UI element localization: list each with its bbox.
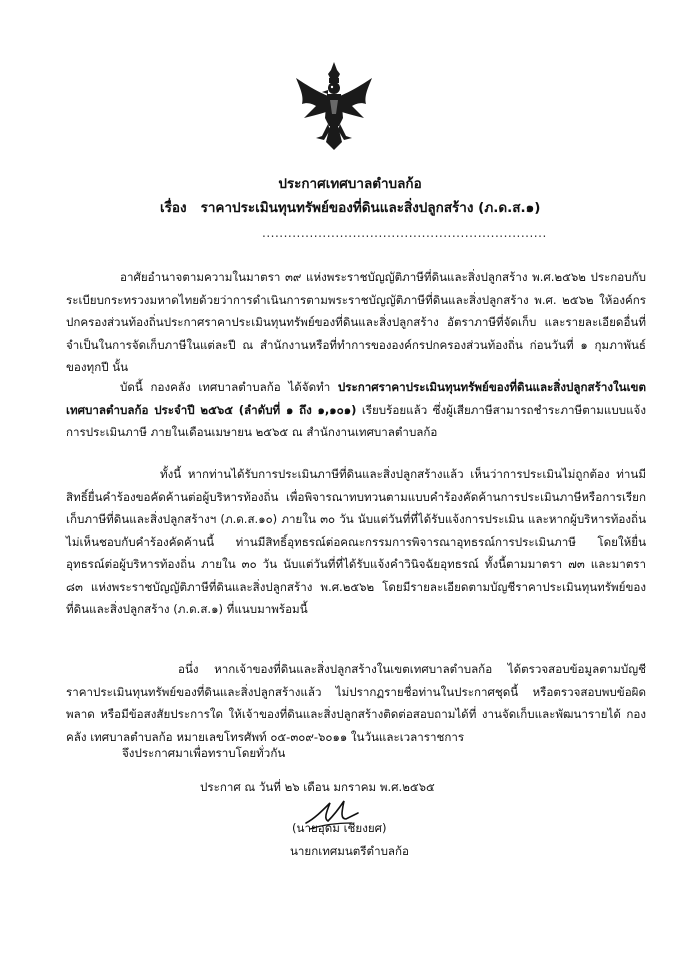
paragraph-2-text-a: บัดนี้ กองคลัง เทศบาลตำบลก้อ ได้จัดทำ	[120, 380, 331, 394]
paragraph-2-text-b: เรียบร้อยแล้ว ซึ่งผู้เสียภาษีสามารถชำระภาษีตามแบบแจ้งการประเมินภาษี ภายในเดือนเมษายน ๒๕๖๕ ณ สำนักงานเทศบาลตำบลก้อ	[66, 402, 647, 439]
paragraph-1-text: อาศัยอำนาจตามความในมาตรา ๓๙ แห่งพระราชบัญญัติภาษีที่ดินและสิ่งปลูกสร้าง พ.ศ.๒๕๖๒ ประกอบกับระเบียบกระทรวงมหาดไทยด้วยว่าการดำเนินการตามพระราชบัญญัติภาษีที่ดินและสิ่งปลูกสร้าง พ.ศ. ๒๕๖๒ ให้องค์กรปกครองส่วนท้องถิ่นประกาศราคาประเมินทุนทรัพย์ของที่ดินและสิ่งปลูกสร้าง อัตราภาษีที่จัดเก็บ และรายละเอียดอื่นที่จำเป็นในการจัดเก็บภาษีในแต่ละปี ณ สำนักงานหรือที่ทำการขององค์กรปกครองส่วนท้องถิ่น ก่อนวันที่ ๑ กุมภาพันธ์ของทุกปี นั้น	[66, 270, 646, 374]
subject-label: เรื่อง	[160, 200, 187, 216]
document-title: ประกาศเทศบาลตำบลก้อ	[278, 176, 422, 192]
signer-position: นายกเทศมนตรีตำบลก้อ	[290, 844, 410, 858]
subject-text: ราคาประเมินทุนทรัพย์ของที่ดินและสิ่งปลูกสร้าง (ภ.ด.ส.๑)	[200, 200, 541, 216]
signer-name: (นายอุดม เชียงยศ)	[292, 821, 387, 835]
paragraph-2-bold-text: ประกาศราคาประเมินทุนทรัพย์ของที่ดินและสิ่งปลูกสร้างในเขตเทศบาลตำบลก้อ ประจำปี ๒๕๖๕ (ลำดับที่ ๑ ถึง ๑,๑๐๑)	[66, 380, 646, 417]
closing-statement: จึงประกาศมาเพื่อทราบโดยทั่วกัน	[122, 746, 286, 760]
announcement-date: ประกาศ ณ วันที่ ๒๖ เดือน มกราคม พ.ศ.๒๕๖๕	[200, 780, 435, 794]
paragraph-3-text: ทั้งนี้ หากท่านได้รับการประเมินภาษีที่ดินและสิ่งปลูกสร้างแล้ว เห็นว่าการประเมินไม่ถูกต้อง ท่านมีสิทธิ์ยื่นคำร้องขอคัดค้านต่อผู้บริหารท้องถิ่น เพื่อพิจารณาทบทวนตามแบบคำร้องคัดค้านการประเมินภาษีหรือการเรียกเก็บภาษีที่ดินและสิ่งปลูกสร้างฯ (ภ.ด.ส.๑๐) ภายใน ๓๐ วัน นับแต่วันที่ที่ได้รับแจ้งการประเมิน และหากผู้บริหารท้องถิ่นไม่เห็นชอบกับคำร้องคัดค้านนี้ ท่านมีสิทธิ์อุทธรณ์ต่อคณะกรรมการพิจารณาอุทธรณ์การประเมินภาษี โดยให้ยื่นอุทธรณ์ต่อผู้บริหารท้องถิ่น ภายใน ๓๐ วัน นับแต่วันที่ที่ได้รับแจ้งคำวินิจฉัยอุทธรณ์ ทั้งนี้ตามมาตรา ๗๓ และมาตรา ๘๓ แห่งพระราชบัญญัติภาษีที่ดินและสิ่งปลูกสร้าง พ.ศ.๒๕๖๒ โดยมีรายละเอียดตามบัญชีราคาประเมินทุนทรัพย์ของที่ดินและสิ่งปลูกสร้าง (ภ.ด.ส.๑) ที่แนบมาพร้อมนี้	[66, 467, 646, 616]
paragraph-authority	[66, 266, 646, 379]
paragraph-announcement	[66, 376, 646, 444]
garuda-emblem-icon	[294, 60, 374, 152]
separator-line: ..................................................................	[262, 226, 547, 240]
paragraph-4-text: อนึ่ง หากเจ้าของที่ดินและสิ่งปลูกสร้างในเขตเทศบาลตำบลก้อ ได้ตรวจสอบข้อมูลตามบัญชีราคาประเมินทุนทรัพย์ของที่ดินและสิ่งปลูกสร้างแล้ว ไม่ปรากฏรายชื่อท่านในประกาศชุดนี้ หรือตรวจสอบพบข้อผิดพลาด หรือมีข้อสงสัยประการใด ให้เจ้าของที่ดินและสิ่งปลูกสร้างติดต่อสอบถามได้ที่ งานจัดเก็บและพัฒนารายได้ กองคลัง เทศบาลตำบลก้อ หมายเลขโทรศัพท์ ๐๕-๓๐๙-๖๐๑๑ ในวันและเวลาราชการ	[66, 662, 646, 744]
document-subject	[160, 196, 540, 218]
paragraph-objection	[66, 463, 646, 621]
paragraph-contact	[66, 658, 646, 748]
